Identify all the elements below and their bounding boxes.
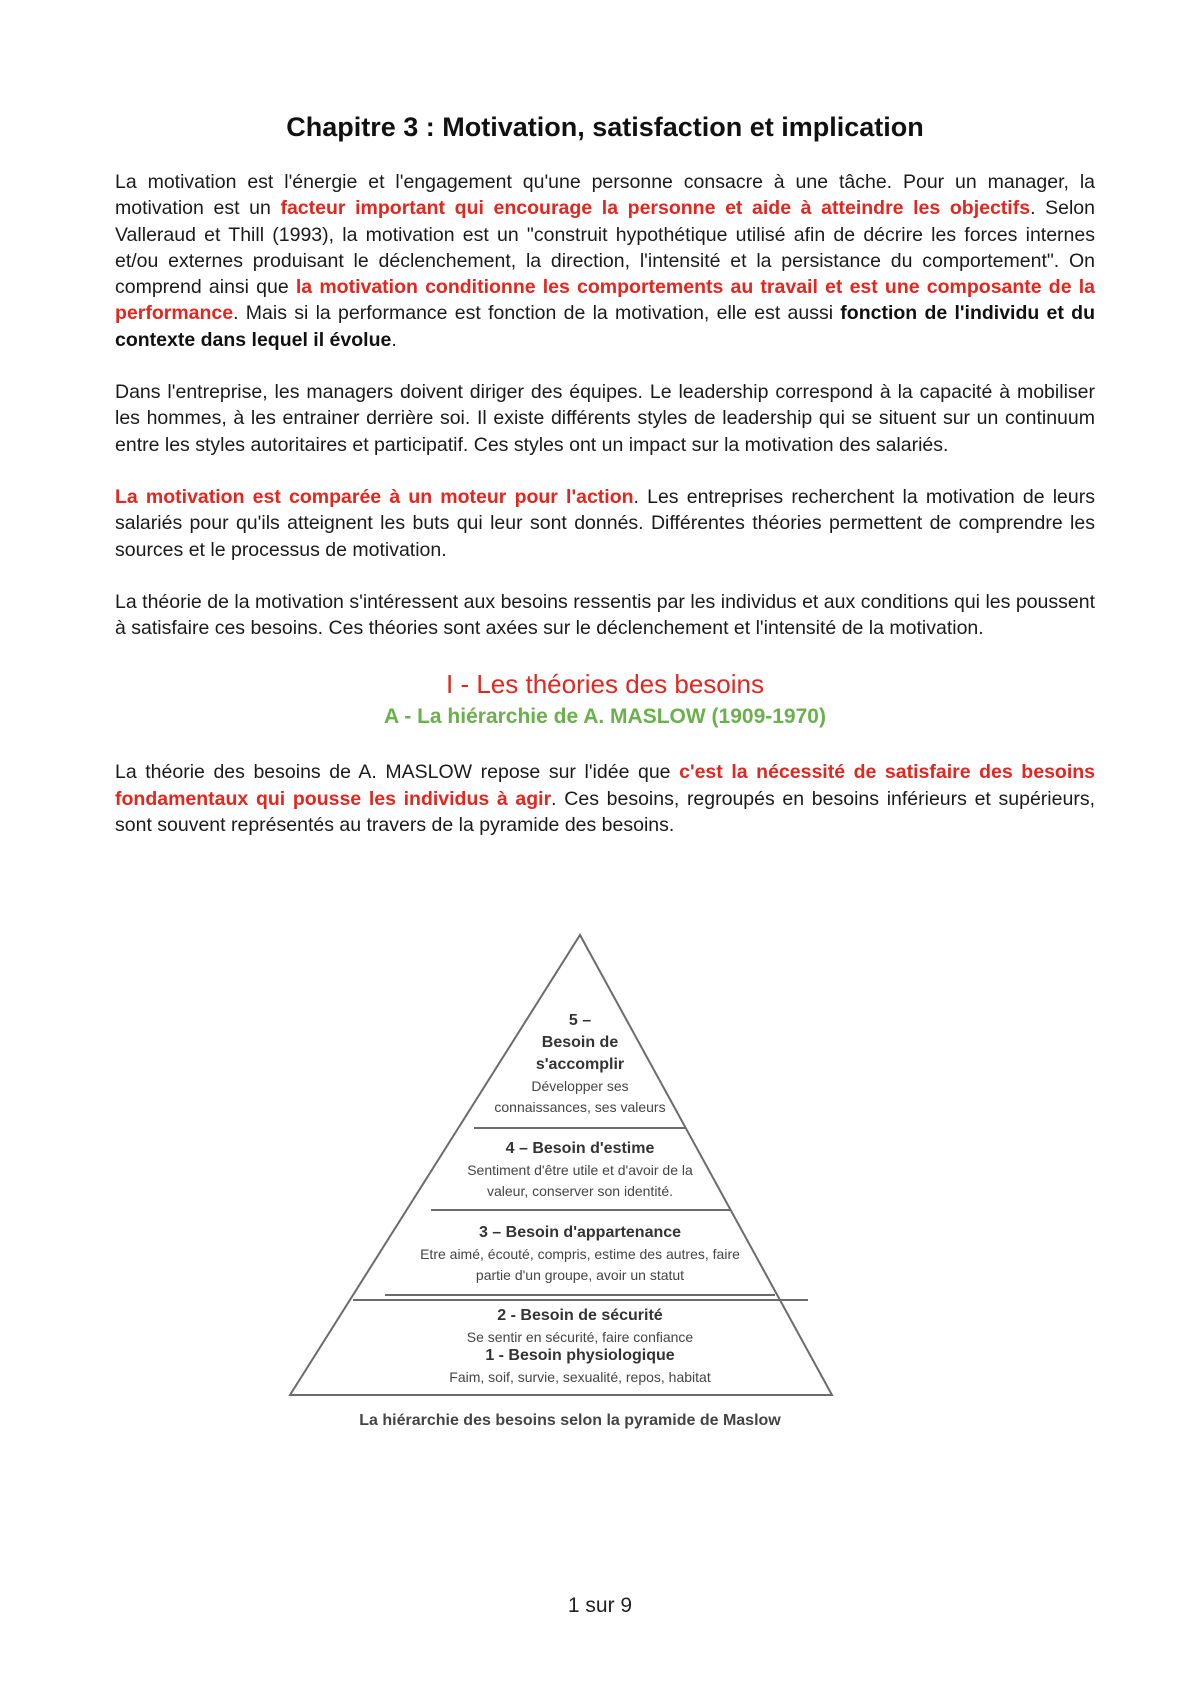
- highlight-bold: fonction de l'individu et du contexte dans lequel il évolue: [115, 302, 1095, 351]
- section-title: I - Les théories des besoins: [446, 669, 764, 700]
- paragraph-motivation-definition: [115, 169, 1095, 353]
- maslow-pyramid-figure: [270, 930, 870, 1490]
- pyramid-level-label: 2 - Besoin de sécurité: [497, 1307, 663, 1324]
- page-number: 1 sur 9: [567, 1594, 633, 1617]
- paragraph-maslow: [115, 759, 1095, 838]
- highlight-red: la motivation conditionne les comportements au travail et est une composante de la performance: [115, 276, 1096, 325]
- text-run: .: [391, 328, 397, 351]
- text-run: . Selon Valleraud et Thill (1993), la motivation est un "construit hypothétique utilisé afin de décrire les forces internes et/ou externes produisant le déclenchement, la direction, l'intensité et la persistance du comportement". On comprend ainsi que: [115, 197, 1095, 299]
- pyramid-level-desc: Faim, soif, survie, sexualité, repos, habitat: [449, 1369, 711, 1385]
- pyramid-level-label: 3 – Besoin d'appartenance: [478, 1224, 682, 1241]
- highlight-red: facteur important qui encourage la personne et aide à atteindre les objectifs: [280, 197, 1031, 220]
- text-run: . Ces besoins, regroupés en besoins inférieurs et supérieurs, sont souvent représentés au travers de la pyramide des besoins.: [115, 787, 1095, 837]
- subsection-title: A - La hiérarchie de A. MASLOW (1909-1970): [384, 705, 826, 729]
- pyramid-level-1: [350, 1345, 810, 1388]
- pyramid-level-desc: connaissances, ses valeurs: [494, 1099, 666, 1115]
- pyramid-level-label: 1 - Besoin physiologique: [485, 1347, 675, 1364]
- highlight-red: c'est la nécessité de satisfaire des besoins fondamentaux qui pousse les individus à agir: [115, 761, 1095, 810]
- paragraph-motor: [115, 484, 1095, 563]
- paragraph-theory: La théorie de la motivation s'intéressent aux besoins ressentis par les individus et aux conditions qui les poussent à satisfaire ces besoins. Ces théories sont axées sur le déclenchement et l'intensité de la motivation.: [115, 590, 1095, 640]
- pyramid-level-desc: partie d'un groupe, avoir un statut: [475, 1267, 685, 1283]
- figure-caption: La hiérarchie des besoins selon la pyramide de Maslow: [359, 1412, 781, 1429]
- pyramid-level-desc: Développer ses: [531, 1078, 629, 1094]
- pyramid-level-label: 4 – Besoin d'estime: [505, 1140, 655, 1157]
- pyramid-level-desc: Se sentir en sécurité, faire confiance: [466, 1329, 694, 1345]
- chapter-title: Chapitre 3 : Motivation, satisfaction et implication: [286, 112, 924, 142]
- text-run: . Mais si la performance est fonction de la motivation, elle est aussi: [233, 302, 841, 325]
- text-run: La motivation est l'énergie et l'engagement qu'une personne consacre à une tâche. Pour un manager, la motivation est un: [115, 171, 1095, 220]
- pyramid-level-4: [410, 1138, 750, 1202]
- pyramid-level-3: [370, 1222, 790, 1286]
- pyramid-level-desc: Etre aimé, écouté, compris, estime des autres, faire: [420, 1246, 740, 1262]
- text-run: La théorie des besoins de A. MASLOW repose sur l'idée que: [115, 761, 680, 784]
- paragraph-leadership: Dans l'entreprise, les managers doivent diriger des équipes. Le leadership correspond à la capacité à mobiliser les hommes, à les entrainer derrière soi. Il existe différents styles de leadership qui se situent sur un continuum entre les styles autoritaires et participatif. Ces styles ont un impact sur la motivation des salariés.: [115, 381, 1095, 456]
- pyramid-level-desc: valeur, conserver son identité.: [487, 1183, 673, 1199]
- highlight-red: La motivation est comparée à un moteur pour l'action: [115, 485, 634, 508]
- pyramid-level-label: 5 –: [568, 1012, 592, 1029]
- pyramid-level-label: s'accomplir: [535, 1056, 625, 1073]
- pyramid-level-5: [480, 1010, 680, 1118]
- pyramid-level-2: [370, 1305, 790, 1348]
- page-content: [115, 112, 1095, 864]
- pyramid-level-desc: Sentiment d'être utile et d'avoir de la: [467, 1162, 693, 1178]
- text-run: . Les entreprises recherchent la motivation de leurs salariés pour qu'ils atteignent les buts qui leur sont donnés. Différentes théories permettent de comprendre les sources et le processus de motivation.: [115, 485, 1095, 561]
- pyramid-level-label: Besoin de: [541, 1034, 619, 1051]
